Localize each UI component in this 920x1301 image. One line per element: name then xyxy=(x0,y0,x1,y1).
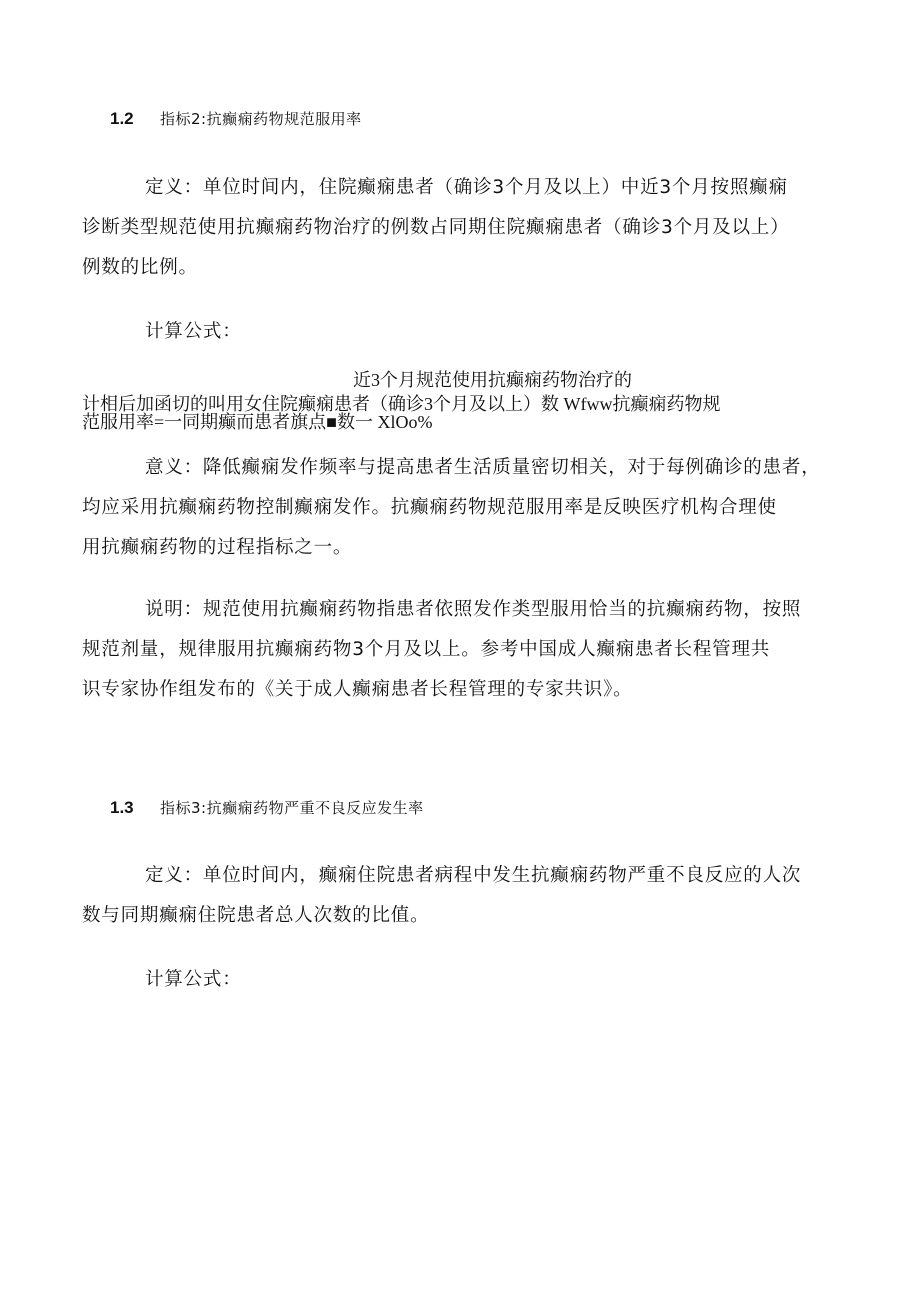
text-line: 数与同期癫痫住院患者总人次数的比值。 xyxy=(82,905,430,926)
text-line: 意义：降低癫痫发作频率与提高患者生活质量密切相关，对于每例确诊的患者， xyxy=(145,457,821,478)
text-line: 用抗癫痫药物的过程指标之一。 xyxy=(82,537,353,558)
text-line: 均应采用抗癫痫药物控制癫痫发作。抗癫痫药物规范服用率是反映医疗机构合理使 xyxy=(82,497,777,518)
text-line: 诊断类型规范使用抗癫痫药物治疗的例数占同期住院癫痫患者（确诊3个月及以上） xyxy=(82,217,790,238)
formula-line: 范服用率=一同期癫而患者旗点■数一 XlOo% xyxy=(82,412,433,432)
formula-label xyxy=(82,312,852,352)
text-line: 识专家协作组发布的《关于成人癫痫患者长程管理的专家共识》。 xyxy=(82,679,633,700)
note-paragraph xyxy=(82,590,852,710)
section-title: 指标2:抗癫痫药物规范服用率 xyxy=(160,110,362,128)
section-number: 1.2 xyxy=(110,109,134,128)
formula-label xyxy=(82,960,852,1000)
section-number: 1.3 xyxy=(110,798,134,817)
text-line: 定义：单位时间内，住院癫痫患者（确诊3个月及以上）中近3个月按照癫痫 xyxy=(145,177,788,198)
formula-line: 计相后加函切的叫用女住院癫痫患者（确诊3个月及以上）数 Wfww抗癫痫药物规 xyxy=(82,394,721,414)
text-line: 计算公式： xyxy=(145,969,242,990)
formula-numerator: 近3个月规范使用抗癫痫药物治疗的 xyxy=(353,370,632,390)
section-heading-1-3 xyxy=(110,797,424,818)
text-line: 规范剂量，规律服用抗癫痫药物3个月及以上。参考中国成人癫痫患者长程管理共 xyxy=(82,639,771,660)
section-title: 指标3:抗癫痫药物严重不良反应发生率 xyxy=(160,799,424,817)
definition-paragraph xyxy=(82,168,852,288)
definition-paragraph xyxy=(82,856,852,936)
text-line: 定义：单位时间内，癫痫住院患者病程中发生抗癫痫药物严重不良反应的人次 xyxy=(145,865,802,886)
text-line: 例数的比例。 xyxy=(82,257,198,278)
text-line: 计算公式： xyxy=(145,321,242,342)
text-line: 说明：规范使用抗癫痫药物指患者依照发作类型服用恰当的抗癫痫药物，按照 xyxy=(145,599,802,620)
section-heading-1-2 xyxy=(110,108,362,129)
significance-paragraph xyxy=(82,448,852,568)
